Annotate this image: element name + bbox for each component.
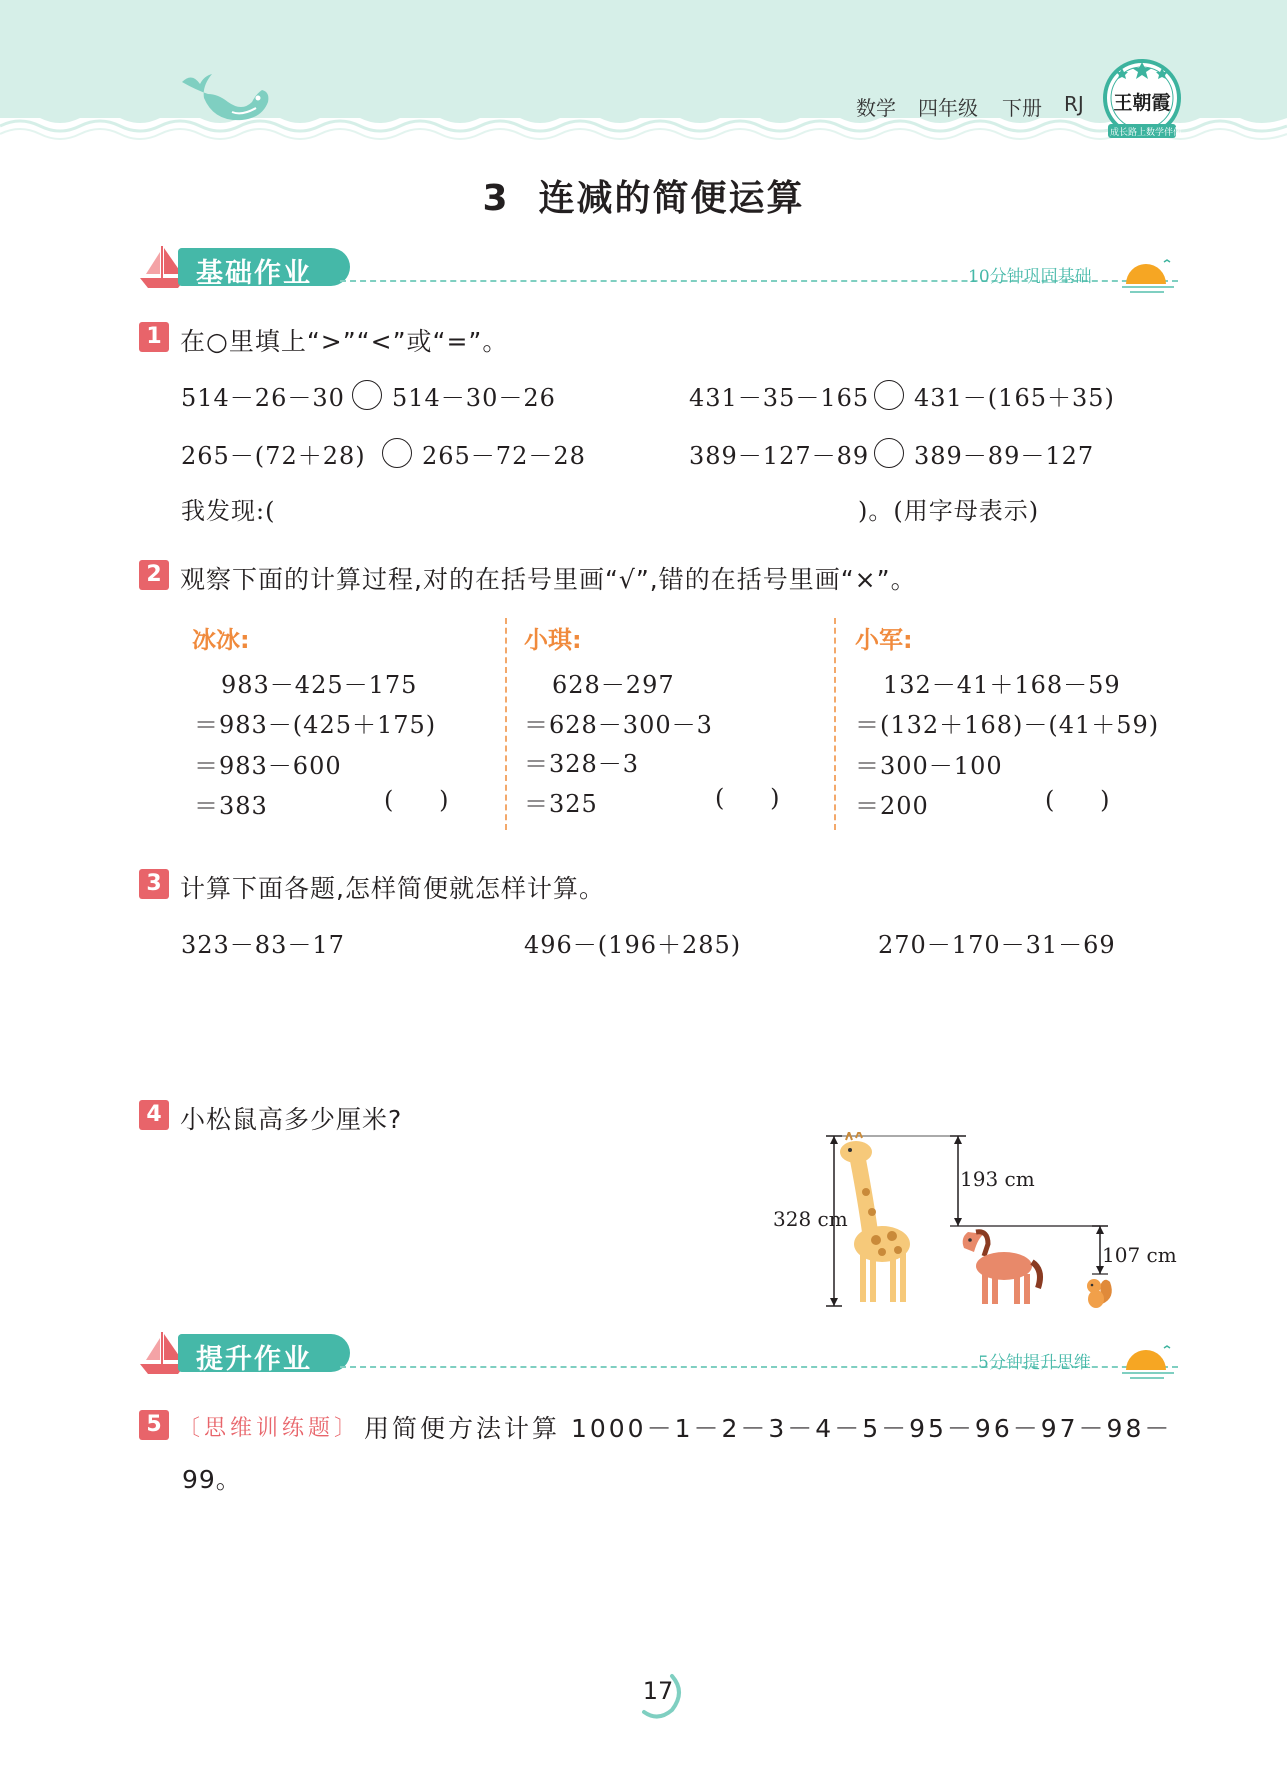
- q1-discover-label: 我发现:(: [181, 497, 276, 525]
- q1-row1-right-b: 431－(165＋35): [914, 384, 1115, 412]
- q1-row2-right-a: 389－127－89: [689, 442, 870, 470]
- compare-circle[interactable]: [382, 438, 412, 468]
- q1-discover-answer[interactable]: [300, 492, 850, 522]
- sunset-icon: [1120, 1342, 1176, 1382]
- calc-line: ＝328－3: [524, 750, 640, 778]
- giraffe-horse-diff-label: 193 cm: [960, 1167, 1035, 1191]
- calc-line: ＝200: [855, 792, 929, 820]
- compare-circle[interactable]: [874, 438, 904, 468]
- section-advanced-title: 提升作业: [196, 1344, 312, 1375]
- answer-paren[interactable]: ( ): [715, 784, 780, 812]
- lesson-title: 3 连减的简便运算: [482, 178, 805, 219]
- calc-line: 132－41＋168－59: [883, 671, 1121, 699]
- section-advanced-note: 5分钟提升思维: [978, 1353, 1091, 1373]
- squirrel-illustration: [1080, 1274, 1116, 1310]
- calc-line: ＝383: [194, 792, 268, 820]
- question-1-prompt: 在○里填上“>”“<”或“=”。: [180, 327, 509, 356]
- edition-label: RJ: [1064, 92, 1084, 116]
- q1-row2-left-a: 265－(72＋28): [181, 442, 366, 470]
- calc-line: ＝983－600: [194, 752, 342, 780]
- q1-row1-left-b: 514－30－26: [392, 384, 556, 412]
- compare-circle[interactable]: [874, 380, 904, 410]
- question-number-4: 4: [139, 1100, 169, 1130]
- horse-illustration: [958, 1226, 1044, 1308]
- question-number-3: 3: [139, 869, 169, 899]
- calc-line: ＝325: [524, 790, 598, 818]
- question-5-tag: 〔思维训练题〕: [178, 1416, 361, 1441]
- sunset-icon: [1120, 256, 1176, 296]
- question-3-prompt: 计算下面各题,怎样简便就怎样计算。: [180, 874, 605, 903]
- horse-squirrel-diff-label: 107 cm: [1102, 1243, 1177, 1267]
- whale-icon: [172, 72, 272, 132]
- q1-row2-right-b: 389－89－127: [914, 442, 1095, 470]
- brand-name: 王朝霞: [1113, 92, 1171, 114]
- question-4-prompt: 小松鼠高多少厘米?: [180, 1105, 403, 1134]
- q1-discover-tail: )。(用字母表示): [858, 497, 1040, 525]
- q3-expr-2: 496－(196＋285): [524, 931, 742, 959]
- answer-paren[interactable]: ( ): [1045, 786, 1110, 814]
- student-name-xiaoqi: 小琪:: [524, 626, 582, 654]
- calc-line: 628－297: [552, 671, 675, 699]
- question-5-prompt-cont: 99。: [182, 1465, 242, 1494]
- q1-row1-left-a: 514－26－30: [181, 384, 345, 412]
- calc-line: ＝(132＋168)－(41＋59): [855, 711, 1160, 739]
- giraffe-height-label: 328 cm: [773, 1207, 848, 1231]
- page-number: 17: [642, 1677, 674, 1705]
- column-divider: [505, 618, 507, 830]
- brand-logo: [1102, 58, 1182, 146]
- brand-motto-left: 成长路上: [1110, 128, 1147, 138]
- student-name-bingbing: 冰冰:: [192, 626, 250, 654]
- grade-label: 四年级: [918, 96, 978, 120]
- section-basic-note: 10分钟巩固基础: [968, 267, 1092, 287]
- q3-expr-1: 323－83－17: [181, 931, 345, 959]
- student-name-xiaojun: 小军:: [855, 626, 913, 654]
- q1-row2-left-b: 265－72－28: [422, 442, 586, 470]
- answer-paren[interactable]: ( ): [384, 786, 449, 814]
- calc-line: ＝300－100: [855, 752, 1003, 780]
- calc-line: 983－425－175: [221, 671, 418, 699]
- question-number-1: 1: [139, 322, 169, 352]
- question-number-2: 2: [139, 560, 169, 590]
- giraffe-illustration: [836, 1132, 916, 1312]
- compare-circle[interactable]: [352, 380, 382, 410]
- calc-line: ＝983－(425＋175): [194, 711, 437, 739]
- brand-motto-right: 数学伴你: [1146, 128, 1183, 138]
- section-basic-title: 基础作业: [196, 258, 312, 289]
- volume-label: 下册: [1002, 96, 1042, 120]
- subject-label: 数学: [856, 96, 896, 120]
- question-2-prompt: 观察下面的计算过程,对的在括号里画“√”,错的在括号里画“×”。: [180, 565, 917, 594]
- question-5-prompt: 用简便方法计算 1000－1－2－3－4－5－95－96－97－98－: [364, 1414, 1173, 1443]
- q3-expr-3: 270－170－31－69: [878, 931, 1116, 959]
- question-number-5: 5: [139, 1410, 169, 1440]
- calc-line: ＝628－300－3: [524, 711, 713, 739]
- column-divider: [834, 618, 836, 830]
- q1-row1-right-a: 431－35－165: [689, 384, 870, 412]
